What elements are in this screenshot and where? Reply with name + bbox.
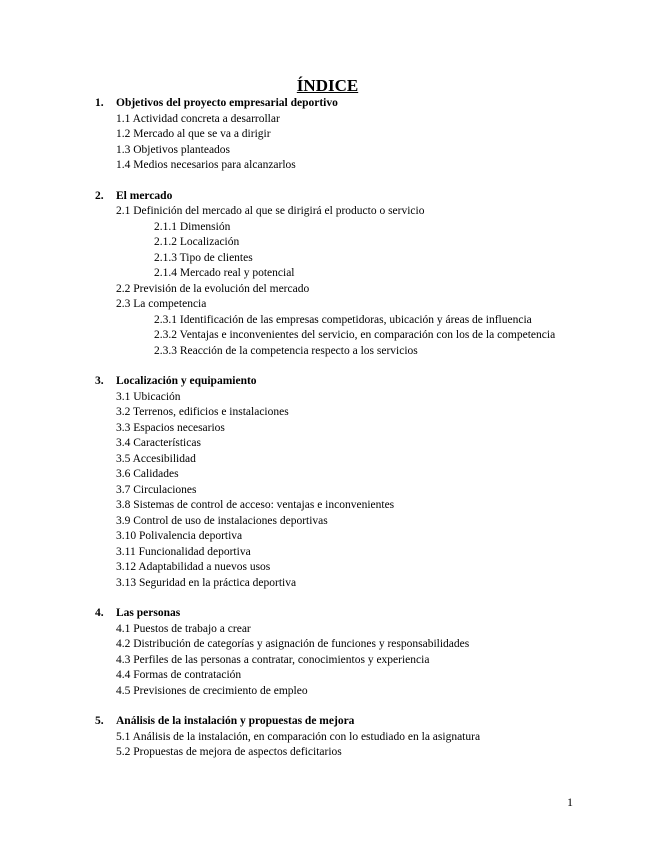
toc-heading-number: 2. <box>95 189 104 202</box>
toc-subsubentry: 2.3.3 Reacción de la competencia respecto a los servicios <box>154 344 418 357</box>
page-title: ÍNDICE <box>296 76 359 95</box>
toc-heading <box>0 374 655 390</box>
toc-subsubentry: 2.3.2 Ventajas e inconvenientes del servicio, en comparación con los de la competencia <box>154 329 556 341</box>
toc-subentry: 3.4 Características <box>116 437 201 449</box>
toc-subentry: 5.2 Propuestas de mejora de aspectos deficitarios <box>116 746 342 758</box>
toc-subentry: 3.10 Polivalencia deportiva <box>116 530 243 542</box>
toc-subentry: 2.3 La competencia <box>116 298 207 310</box>
toc-heading <box>0 96 655 112</box>
toc-subsubentry: 2.1.3 Tipo de clientes <box>154 251 253 264</box>
toc-subentry: 3.9 Control de uso de instalaciones deportivas <box>116 514 328 527</box>
toc-subentry: 4.3 Perfiles de las personas a contratar, conocimientos y experiencia <box>116 653 430 666</box>
toc-subentry: 3.5 Accesibilidad <box>116 452 196 465</box>
toc-subentry: 3.8 Sistemas de control de acceso: ventajas e inconvenientes <box>116 499 395 511</box>
toc-subentry: 1.4 Medios necesarios para alcanzarlos <box>116 159 296 171</box>
toc-heading <box>0 606 655 622</box>
toc-section <box>0 606 655 699</box>
toc-subentry: 5.1 Análisis de la instalación, en comparación con lo estudiado en la asignatura <box>116 730 481 743</box>
toc-heading-title: Análisis de la instalación y propuestas de mejora <box>116 715 355 727</box>
toc-heading-number: 4. <box>95 607 104 619</box>
toc-subentry: 4.5 Previsiones de crecimiento de empleo <box>116 684 308 697</box>
toc-heading-title: Las personas <box>116 607 181 619</box>
toc-subentry: 1.2 Mercado al que se va a dirigir <box>116 128 271 140</box>
toc-subentry: 3.12 Adaptabilidad a nuevos usos <box>116 561 271 573</box>
toc-section <box>0 714 655 761</box>
toc-heading <box>0 714 655 730</box>
toc-section <box>0 374 655 591</box>
toc-subentry: 3.3 Espacios necesarios <box>116 421 225 434</box>
toc-heading-title: Objetivos del proyecto empresarial deportivo <box>116 97 338 109</box>
page-number: 1 <box>567 795 573 809</box>
toc-heading-number: 3. <box>95 375 104 387</box>
toc-subentry: 1.1 Actividad concreta a desarrollar <box>116 112 280 125</box>
toc-section <box>0 189 655 360</box>
table-of-contents <box>0 96 655 776</box>
toc-heading-title: El mercado <box>116 189 173 202</box>
toc-subentry: 4.2 Distribución de categorías y asignación de funciones y responsabilidades <box>116 638 470 650</box>
toc-subentry: 3.1 Ubicación <box>116 390 181 403</box>
toc-subentry: 3.6 Calidades <box>116 468 179 480</box>
toc-heading <box>0 189 655 205</box>
toc-subsubentry: 2.1.2 Localización <box>154 236 240 248</box>
toc-subentry: 1.3 Objetivos planteados <box>116 143 231 156</box>
toc-subsubentry: 2.1.4 Mercado real y potencial <box>154 267 295 279</box>
toc-section <box>0 96 655 174</box>
toc-subentry: 4.4 Formas de contratación <box>116 669 242 681</box>
toc-subsubentry: 2.3.1 Identificación de las empresas competidoras, ubicación y áreas de influencia <box>154 313 532 326</box>
toc-subsubentry: 2.1.1 Dimensión <box>154 220 231 233</box>
toc-subentry: 2.1 Definición del mercado al que se dirigirá el producto o servicio <box>116 205 425 217</box>
toc-subentry: 3.13 Seguridad en la práctica deportiva <box>116 576 297 589</box>
toc-heading-number: 1. <box>95 97 104 109</box>
toc-heading-title: Localización y equipamiento <box>116 375 257 387</box>
toc-subentry: 3.2 Terrenos, edificios e instalaciones <box>116 406 289 418</box>
toc-subentry: 4.1 Puestos de trabajo a crear <box>116 622 251 635</box>
toc-subentry: 3.7 Circulaciones <box>116 483 197 496</box>
toc-subentry: 3.11 Funcionalidad deportiva <box>116 545 251 558</box>
toc-subentry: 2.2 Previsión de la evolución del mercado <box>116 282 310 295</box>
toc-heading-number: 5. <box>95 715 104 727</box>
